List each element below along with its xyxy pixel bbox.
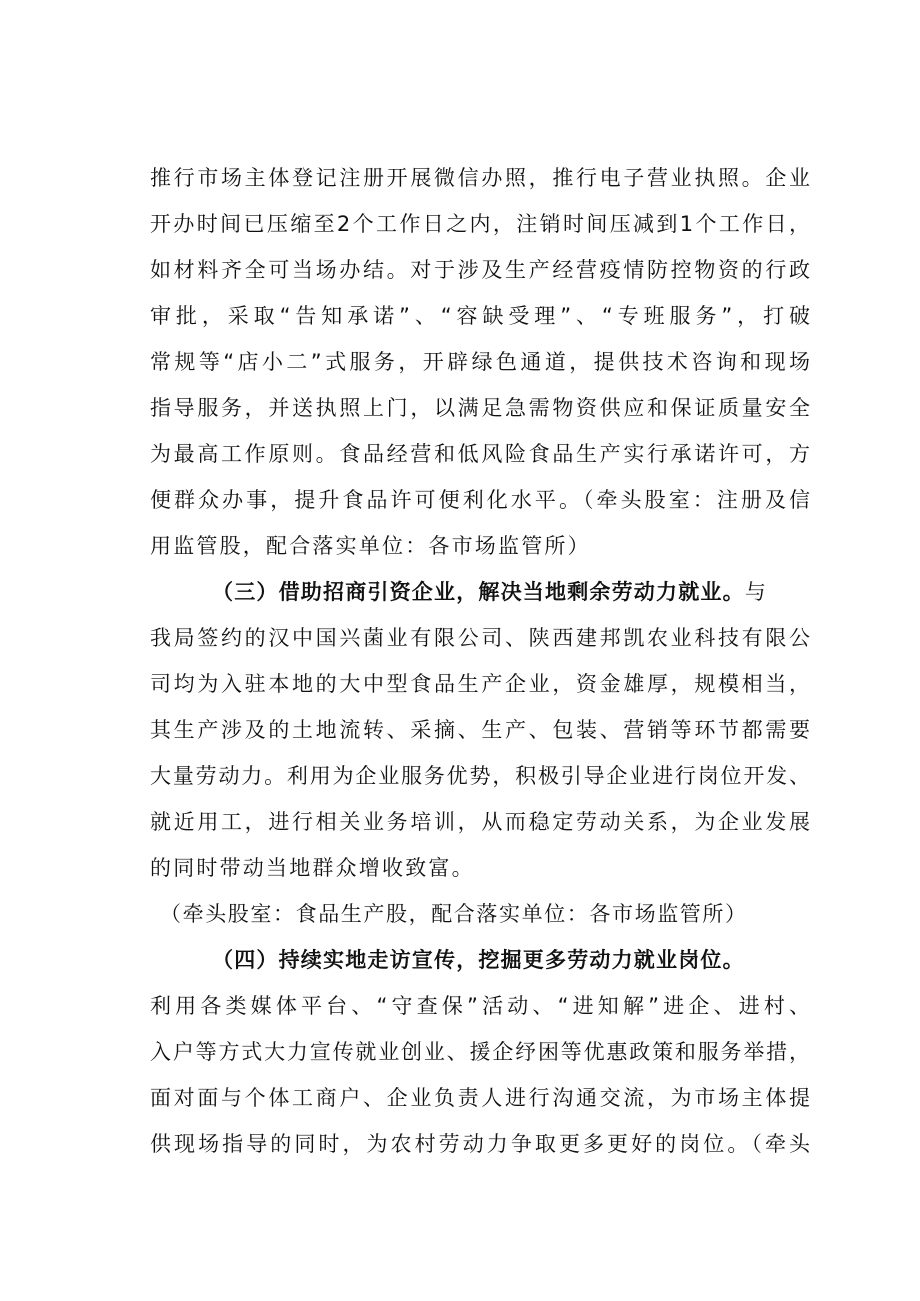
paragraph-line: 司均为入驻本地的大中型食品生产企业，资金雄厚，规模相当， bbox=[150, 672, 810, 696]
paragraph-line: 用监管股，配合落实单位：各市场监管所） bbox=[150, 534, 591, 558]
paragraph-line: 就近用工，进行相关业务培训，从而稳定劳动关系，为企业发展 bbox=[150, 810, 810, 834]
section-heading-4: （四）持续实地走访宣传，挖掘更多劳动力就业岗位。 bbox=[212, 948, 745, 972]
section-heading-3-tail: 与 bbox=[744, 580, 768, 604]
paragraph-line: 大量劳动力。利用为企业服务优势，积极引导企业进行岗位开发、 bbox=[150, 764, 810, 788]
paragraph-line: 我局签约的汉中国兴菌业有限公司、陕西建邦凯农业科技有限公 bbox=[150, 626, 810, 650]
paragraph-line: 推行市场主体登记注册开展微信办照，推行电子营业执照。企业 bbox=[150, 166, 810, 190]
paragraph-line: 开办时间已压缩至2个工作日之内，注销时间压减到1个工作日， bbox=[150, 212, 810, 236]
paragraph-line: 利用各类媒体平台、“守查保”活动、“进知解”进企、进村、 bbox=[150, 994, 810, 1018]
paragraph-line: 常规等“店小二”式服务，开辟绿色通道，提供技术咨询和现场 bbox=[150, 350, 810, 374]
paragraph-line: 面对面与个体工商户、企业负责人进行沟通交流，为市场主体提 bbox=[150, 1086, 810, 1110]
paragraph-line: 审批，采取“告知承诺”、“容缺受理”、“专班服务”，打破 bbox=[150, 304, 810, 328]
paragraph-line: 指导服务，并送执照上门，以满足急需物资供应和保证质量安全 bbox=[150, 396, 810, 420]
paragraph-line: 为最高工作原则。食品经营和低风险食品生产实行承诺许可，方 bbox=[150, 442, 810, 466]
paragraph-line: 便群众办事，提升食品许可便利化水平。（牵头股室：注册及信 bbox=[150, 488, 810, 512]
section-heading-3 bbox=[212, 577, 810, 607]
paragraph-line: 其生产涉及的土地流转、采摘、生产、包装、营销等环节都需要 bbox=[150, 718, 810, 742]
section-heading-3-title: （三）借助招商引资企业，解决当地剩余劳动力就业。 bbox=[212, 580, 745, 604]
paragraph-line: 供现场指导的同时，为农村劳动力争取更多更好的岗位。（牵头 bbox=[150, 1132, 810, 1156]
paragraph-line: 如材料齐全可当场办结。对于涉及生产经营疫情防控物资的行政 bbox=[150, 258, 810, 282]
paragraph-line: 入户等方式大力宣传就业创业、援企纾困等优惠政策和服务举措， bbox=[150, 1040, 810, 1064]
paragraph-line: 的同时带动当地群众增收致富。 bbox=[150, 856, 475, 880]
paragraph-line: （牵头股室：食品生产股，配合落实单位：各市场监管所） bbox=[160, 902, 748, 926]
